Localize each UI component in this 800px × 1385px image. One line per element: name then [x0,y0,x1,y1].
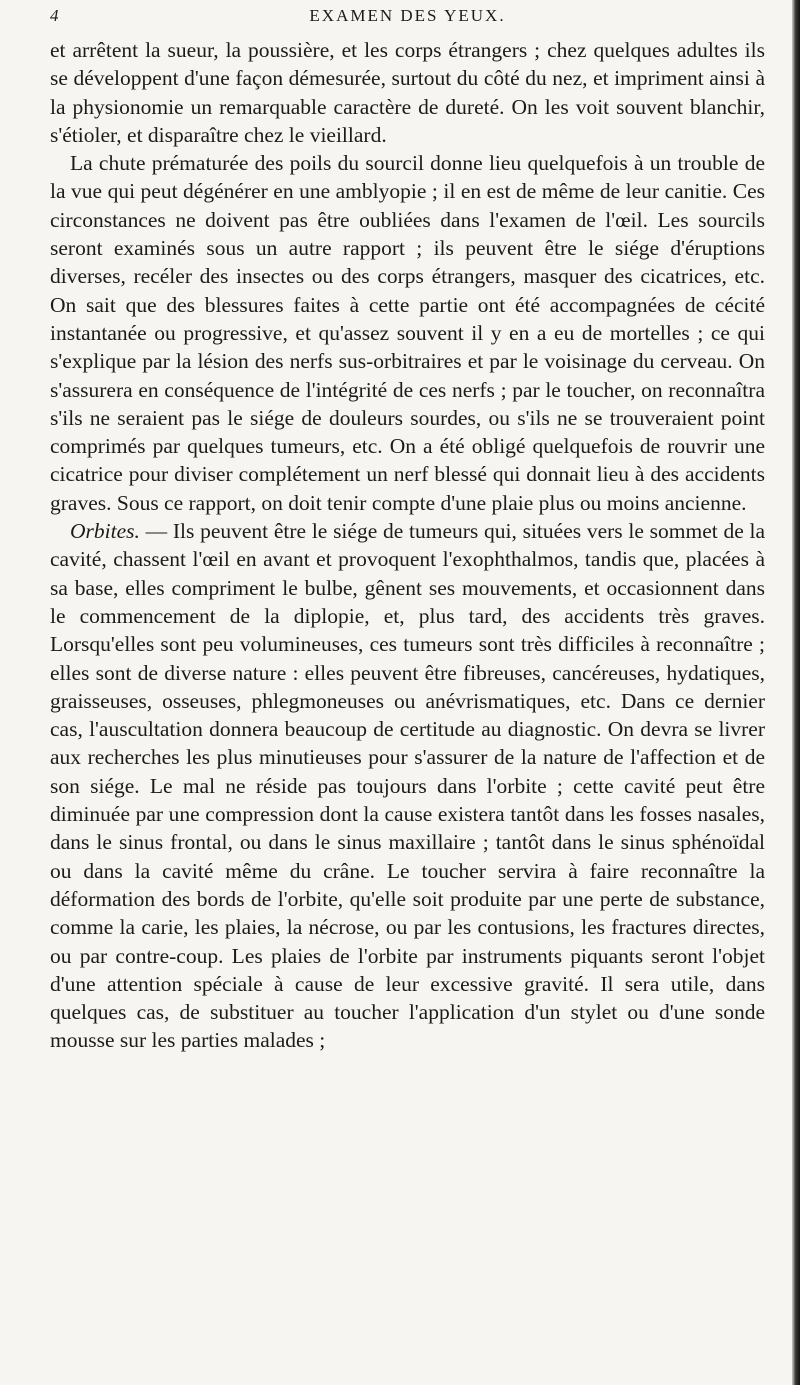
paragraph-text: — Ils peuvent être le siége de tumeurs qui, situées vers le sommet de la cavité, chassent l'œil en avant et provoquent l'exophthalmos, tandis que, placées à sa base, elles compriment le bulbe, gênent ses mouvements, et occasionnent dans le commencement de la diplopie, et, plus tard, des accidents très graves. Lorsqu'elles sont peu volumineuses, ces tumeurs sont très difficiles à reconnaître ; elles sont de diverse nature : elles peuvent être fibreuses, cancéreuses, hydatiques, graisseuses, osseuses, phlegmoneuses ou anévrismatiques, etc. Dans ce dernier cas, l'auscultation donnera beaucoup de certitude au diagnostic. On devra se livrer aux recherches les plus minutieuses pour s'assurer de la nature de l'affection et de son siége. Le mal ne réside pas toujours dans l'orbite ; cette cavité peut être diminuée par une compression dont la cause existera tantôt dans les fosses nasales, dans le sinus frontal, ou dans le sinus maxillaire ; tantôt dans le sinus sphénoïdal ou dans la cavité même du crâne. Le toucher servira à faire reconnaître la déformation des bords de l'orbite, qu'elle soit produite par une perte de substance, comme la carie, les plaies, la nécrose, ou par les contusions, les fractures directes, ou par contre-coup. Les plaies de l'orbite par instruments piquants seront l'objet d'une attention spéciale à cause de leur excessive gravité. Il sera utile, dans quelques cas, de substituer au toucher l'application d'un stylet ou d'une sonde mousse sur les parties malades ; [50,519,765,1053]
body-text [50,36,765,1055]
paragraph-eyebrow-hair-loss [50,149,765,517]
running-title: EXAMEN DES YEUX. [309,6,506,25]
section-run-in-heading: Orbites. [70,519,140,544]
page-number: 4 [50,6,60,25]
page-edge-shadow [792,0,800,1385]
paragraph-text: La chute prématurée des poils du sourcil donne lieu quelquefois à un trouble de la vue qui peut dégénérer en une amblyopie ; il en est de même de leur canitie. Ces circonstances ne doivent pas être oubliées dans l'examen de l'œil. Les sourcils seront examinés sous un autre rapport ; ils peuvent être le siége d'éruptions diverses, recéler des insectes ou des corps étrangers, masquer des cicatrices, etc. On sait que des blessures faites à cette partie ont été accompagnées de cécité instantanée ou progressive, et qu'assez souvent il y en a eu de mortelles ; ce qui s'explique par la lésion des nerfs sus-orbitraires et par le voisinage du cerveau. On s'assurera en conséquence de l'intégrité de ces nerfs ; par le toucher, on reconnaîtra s'ils ne seraient pas le siége de douleurs sourdes, ou s'ils ne se trouveraient point comprimés par quelques tumeurs, etc. On a été obligé quelquefois de rouvrir une cicatrice pour diviser complétement un nerf blessé qui donnait lieu à des accidents graves. Sous ce rapport, on doit tenir compte d'une plaie plus ou moins ancienne. [50,151,765,515]
paragraph-text: et arrêtent la sueur, la poussière, et les corps étrangers ; chez quelques adultes ils se développent d'une façon démesurée, surtout du côté du nez, et impriment ainsi à la physionomie un remarquable caractère de dureté. On les voit souvent blanchir, s'étioler, et disparaître chez le vieillard. [50,38,765,147]
running-header [50,6,765,30]
paragraph-orbits [50,517,765,1055]
paragraph-eyebrows-continued [50,36,765,149]
